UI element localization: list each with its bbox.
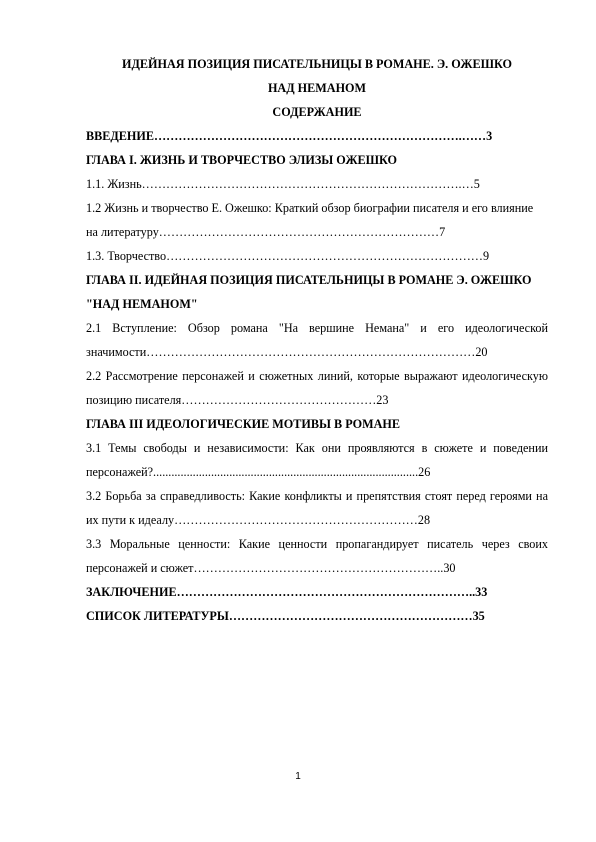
toc-entry-chapter-1: ГЛАВА I. ЖИЗНЬ И ТВОРЧЕСТВО ЭЛИЗЫ ОЖЕШКО	[86, 153, 398, 167]
table-of-contents	[86, 124, 548, 628]
toc-entry-3-1: 3.1 Темы свободы и независимости: Как они проявляются в сюжете и поведении персонажей?.......................................................................................26	[86, 441, 548, 479]
toc-entry-chapter-2: ГЛАВА II. ИДЕЙНАЯ ПОЗИЦИЯ ПИСАТЕЛЬНИЦЫ В РОМАНЕ Э. ОЖЕШКО "НАД НЕМАНОМ"	[86, 273, 532, 311]
toc-entry-1-1: 1.1. Жизнь…………………………………………………………………….…5	[86, 177, 480, 191]
toc-entry-2-2: 2.2 Рассмотрение персонажей и сюжетных линий, которые выражают идеологическую позицию писателя…………………………………………23	[86, 369, 548, 407]
document-page	[86, 52, 548, 628]
page-number: 1	[295, 771, 301, 782]
toc-entry-1-3: 1.3. Творчество……………………………………………………………………9	[86, 249, 490, 263]
toc-entry-conclusion: ЗАКЛЮЧЕНИЕ………………………………………………………………..33	[86, 585, 488, 599]
toc-entry-1-2: 1.2 Жизнь и творчество Е. Ожешко: Краткий обзор биографии писателя и его влияние на литературу……………………………………………………………7	[86, 201, 534, 239]
contents-heading: СОДЕРЖАНИЕ	[272, 105, 362, 119]
toc-entry-chapter-3: ГЛАВА III ИДЕОЛОГИЧЕСКИЕ МОТИВЫ В РОМАНЕ	[86, 417, 400, 431]
toc-entry-references: СПИСОК ЛИТЕРАТУРЫ……………………………………………………35	[86, 609, 485, 623]
toc-entry-2-1: 2.1 Вступление: Обзор романа "На вершине Немана" и его идеологической значимости………………………………………………………………………20	[86, 321, 548, 359]
toc-entry-introduction: ВВЕДЕНИЕ………………………………………………………………….……3	[86, 129, 493, 143]
document-title: ИДЕЙНАЯ ПОЗИЦИЯ ПИСАТЕЛЬНИЦЫ В РОМАНЕ. Э. ОЖЕШКО	[121, 57, 512, 71]
toc-entry-3-2: 3.2 Борьба за справедливость: Какие конфликты и препятствия стоят перед героями на их пути к идеалу……………………………………………………28	[86, 489, 548, 527]
document-title-line2: НАД НЕМАНОМ	[267, 81, 367, 95]
toc-entry-3-3: 3.3 Моральные ценности: Какие ценности пропагандирует писатель через своих персонажей и сюжет……………………………………………………..30	[86, 537, 548, 575]
